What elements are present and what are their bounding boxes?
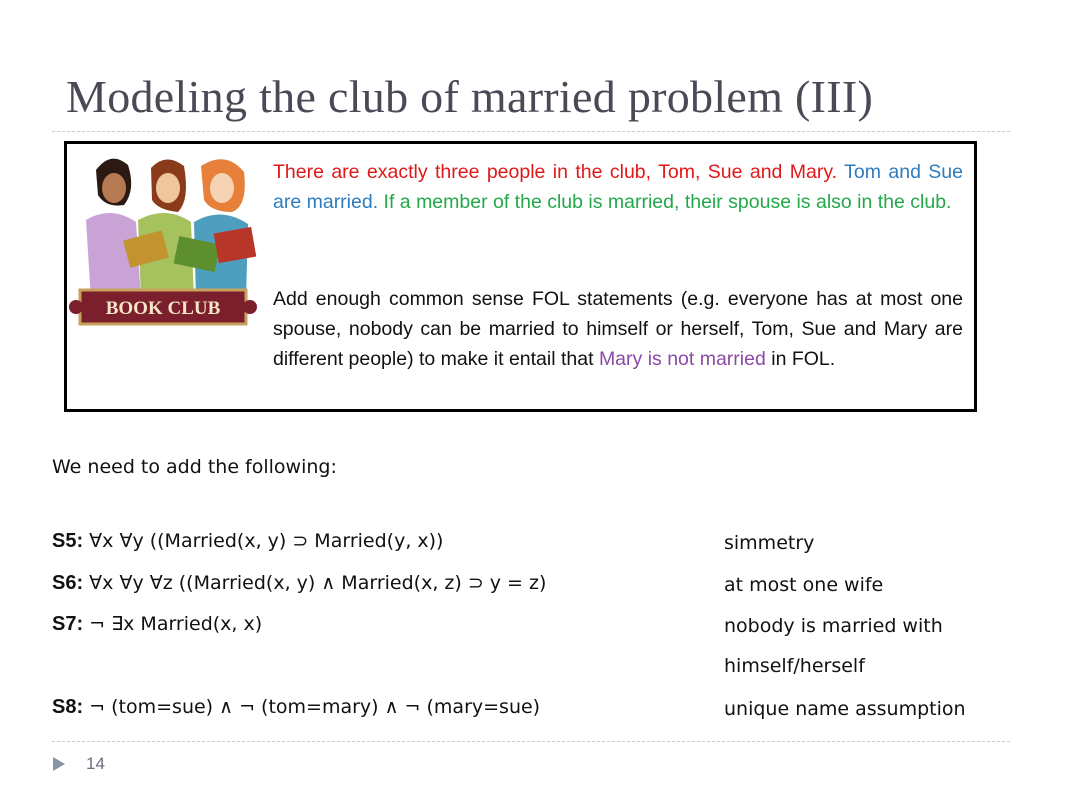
page-number: 14 <box>86 754 105 773</box>
statement-s5 <box>52 530 443 553</box>
statement-formula: ¬ ∃x Married(x, x) <box>89 613 263 635</box>
statement-label: S8: <box>52 696 84 718</box>
book-club-illustration <box>66 150 266 340</box>
statement-label: S5: <box>52 530 84 552</box>
statement-note-continued: himself/herself <box>724 655 865 677</box>
footer-divider <box>52 741 1010 742</box>
statement-s6 <box>52 572 546 595</box>
statement-note: at most one wife <box>724 574 884 596</box>
problem-statement <box>273 157 963 217</box>
statement-formula: ∀x ∀y ((Married(x, y) ⊃ Married(y, x)) <box>89 530 444 552</box>
statement-label: S6: <box>52 572 84 594</box>
book-club-sign-text: BOOK CLUB <box>105 298 221 319</box>
problem-part-green: If a member of the club is married, their spouse is also in the club. <box>383 191 952 213</box>
problem-part-blue: Tom and Sue are married. <box>273 161 964 213</box>
ornament-left-icon <box>69 300 83 314</box>
bullet-triangle-icon <box>52 756 66 772</box>
task-part-b: in FOL. <box>771 348 836 370</box>
statement-s8 <box>52 696 540 719</box>
title-divider <box>52 131 1010 132</box>
intro-text: We need to add the following: <box>52 456 337 478</box>
statement-note: unique name assumption <box>724 698 966 720</box>
task-statement <box>273 284 963 374</box>
slide-title: Modeling the club of married problem (III) <box>66 71 874 122</box>
statement-s7 <box>52 613 262 636</box>
problem-part-red: There are exactly three people in the club, Tom, Sue and Mary. <box>273 161 838 183</box>
statement-note: nobody is married with <box>724 615 943 637</box>
ornament-right-icon <box>243 300 257 314</box>
statement-label: S7: <box>52 613 84 635</box>
statement-formula: ∀x ∀y ∀z ((Married(x, y) ∧ Married(x, z) ⊃ y = z) <box>89 572 547 594</box>
statement-formula: ¬ (tom=sue) ∧ ¬ (tom=mary) ∧ ¬ (mary=sue) <box>89 696 541 718</box>
task-part-purple: Mary is not married <box>598 348 766 370</box>
statement-note: simmetry <box>724 532 815 554</box>
task-part-a: Add enough common sense FOL statements (e.g. everyone has at most one spouse, nobody can be married to himself or herself, Tom, Sue and Mary are different people) to make it entail that <box>273 288 963 370</box>
